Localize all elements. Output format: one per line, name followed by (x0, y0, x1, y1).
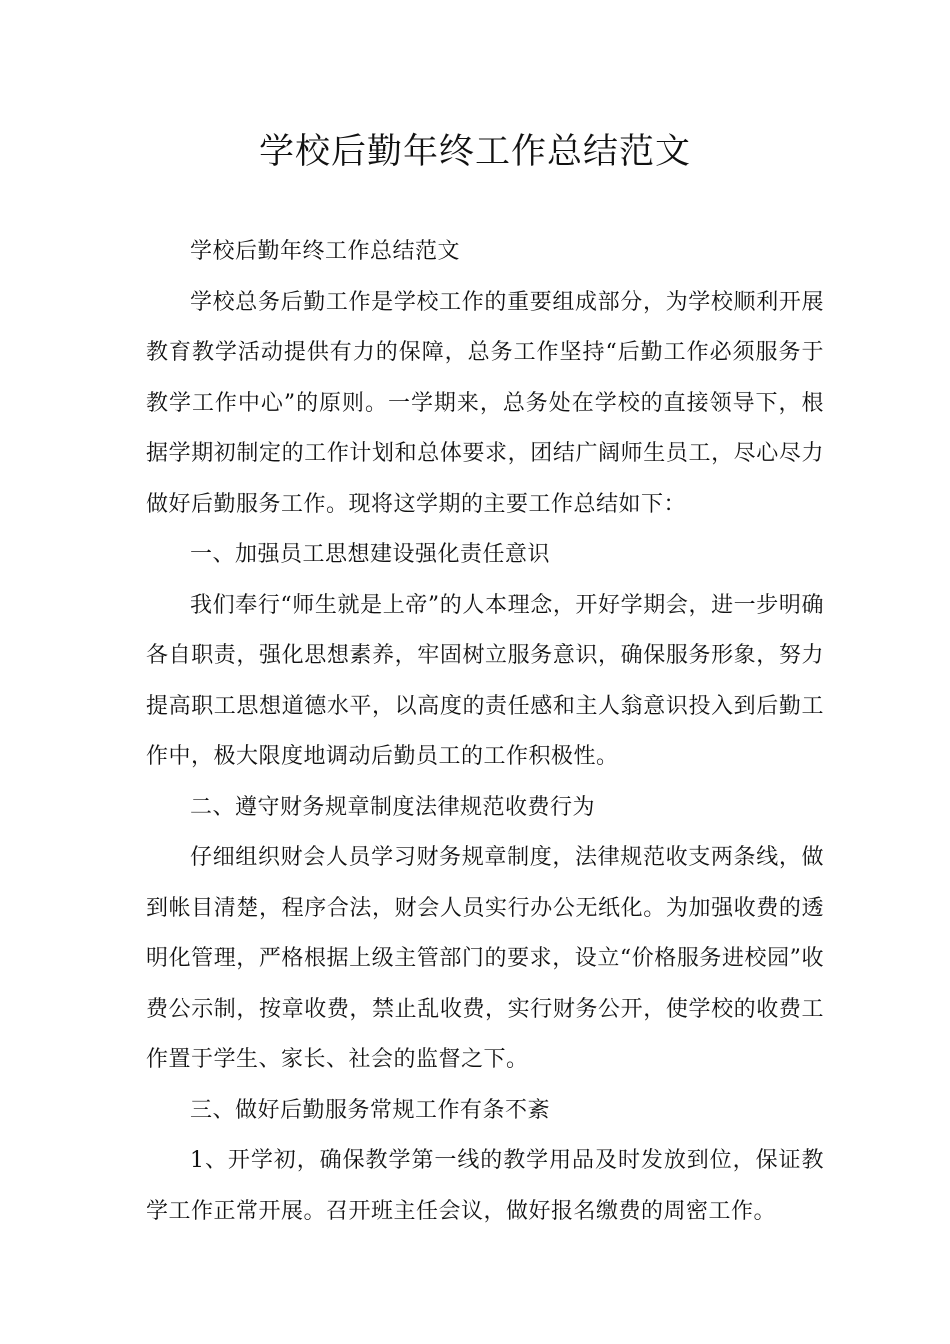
document-title: 学校后勤年终工作总结范文 (258, 132, 691, 172)
paragraph-section-2: 仔细组织财会人员学习财务规章制度，法律规范收支两条线，做到帐目清楚，程序合法，财会人员实行办公无纸化。为加强收费的透明化管理，严格根据上级主管部门的要求，设立“价格服务进校园”收费公示制，按章收费，禁止乱收费，实行财务公开，使学校的收费工作置于学生、家长、社会的监督之下。 (146, 845, 824, 1072)
section-heading-3: 三、做好后勤服务常规工作有条不紊 (190, 1097, 551, 1123)
section-heading-1: 一、加强员工思想建设强化责任意识 (190, 542, 551, 567)
paragraph-subtitle: 学校后勤年终工作总结范文 (190, 239, 461, 264)
paragraph-section-3-item-1: 1、开学初，确保教学第一线的教学用品及时发放到位，保证教学工作正常开展。召开班主任会议，做好报名缴费的周密工作。 (146, 1148, 824, 1224)
document-body (146, 227, 824, 1237)
paragraph-section-1: 我们奉行“师生就是上帝”的人本理念，开好学期会，进一步明确各自职责，强化思想素养，牢固树立服务意识，确保服务形象，努力提高职工思想道德水平，以高度的责任感和主人翁意识投入到后勤工作中，极大限度地调动后勤员工的工作积极性。 (146, 592, 824, 769)
section-heading-2: 二、遵守财务规章制度法律规范收费行为 (190, 794, 596, 820)
paragraph-intro: 学校总务后勤工作是学校工作的重要组成部分，为学校顺利开展教育教学活动提供有力的保障，总务工作坚持“后勤工作必须服务于教学工作中心”的原则。一学期来，总务处在学校的直接领导下，根据学期初制定的工作计划和总体要求，团结广阔师生员工，尽心尽力做好后勤服务工作。现将这学期的主要工作总结如下： (146, 289, 824, 517)
